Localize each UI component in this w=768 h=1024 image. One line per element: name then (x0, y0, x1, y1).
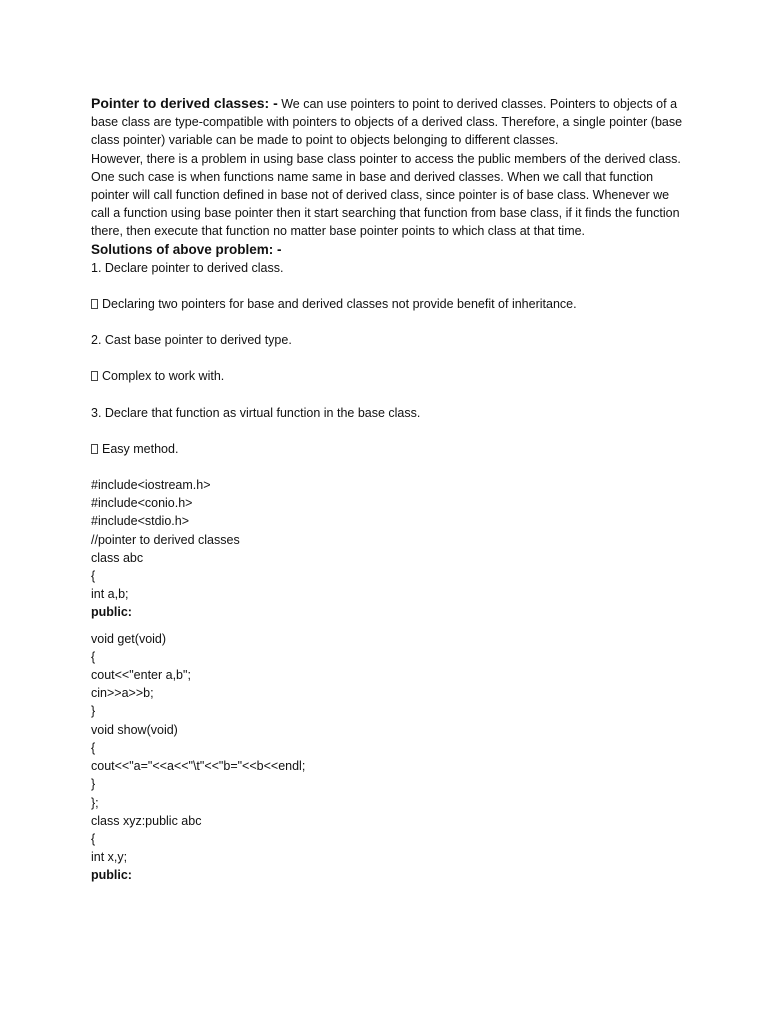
section-heading: Pointer to derived classes: - (91, 95, 278, 111)
code-line: { (91, 649, 96, 664)
code-line: int a,b; (91, 587, 129, 602)
code-line: class xyz:public abc (91, 813, 202, 828)
code-line: } (91, 704, 96, 719)
code-block-2 (91, 630, 691, 885)
intro-paragraph (91, 94, 691, 150)
code-block-1 (91, 476, 691, 622)
code-line: int x,y; (91, 850, 128, 865)
code-line: cout<<"enter a,b"; (91, 668, 191, 683)
code-line: class abc (91, 550, 144, 565)
code-line: }; (91, 795, 99, 810)
solution-note-2: Complex to work with. (91, 367, 691, 385)
solution-note-1: Declaring two pointers for base and derived classes not provide benefit of inheritance. (91, 295, 691, 313)
solution-step-3: 3. Declare that function as virtual function in the base class. (91, 405, 421, 420)
code-line: public: (91, 605, 132, 620)
code-line: } (91, 777, 96, 792)
code-line: void get(void) (91, 631, 167, 646)
solution-step-1: 1. Declare pointer to derived class. (91, 260, 284, 275)
missing-glyph-icon (91, 444, 98, 454)
document-page (91, 94, 691, 885)
code-line: { (91, 831, 96, 846)
missing-glyph-icon (91, 299, 98, 309)
code-line: cout<<"a="<<a<<"\t"<<"b="<<b<<endl; (91, 759, 306, 774)
solution-note-3: Easy method. (91, 440, 691, 458)
code-line: #include<stdio.h> (91, 514, 189, 529)
code-line: cin>>a>>b; (91, 686, 154, 701)
code-line: { (91, 740, 96, 755)
problem-paragraph: However, there is a problem in using base class pointer to access the public members of the derived class. One such case is when functions name same in base and derived classes. When we call that function pointer will call function defined in base not of derived class, since pointer is of base class. Whenever we call a function using base pointer then it start searching that function from base class, if it finds the function there, then execute that function no matter base pointer points to which class at that time. (91, 151, 681, 239)
code-line: //pointer to derived classes (91, 532, 240, 547)
missing-glyph-icon (91, 371, 98, 381)
code-line: #include<iostream.h> (91, 478, 211, 493)
code-line: { (91, 569, 96, 584)
code-line: #include<conio.h> (91, 496, 193, 511)
intro-text: We can use pointers to point to derived classes. Pointers to objects of a base class are type-compatible with pointers to objects of a derived class. Therefore, a single pointer (base class pointer) variable can be made to point to objects belonging to different classes. (91, 97, 683, 148)
code-line: void show(void) (91, 722, 178, 737)
code-line: public: (91, 868, 132, 883)
solution-step-2: 2. Cast base pointer to derived type. (91, 333, 292, 348)
solutions-heading: Solutions of above problem: - (91, 241, 282, 257)
